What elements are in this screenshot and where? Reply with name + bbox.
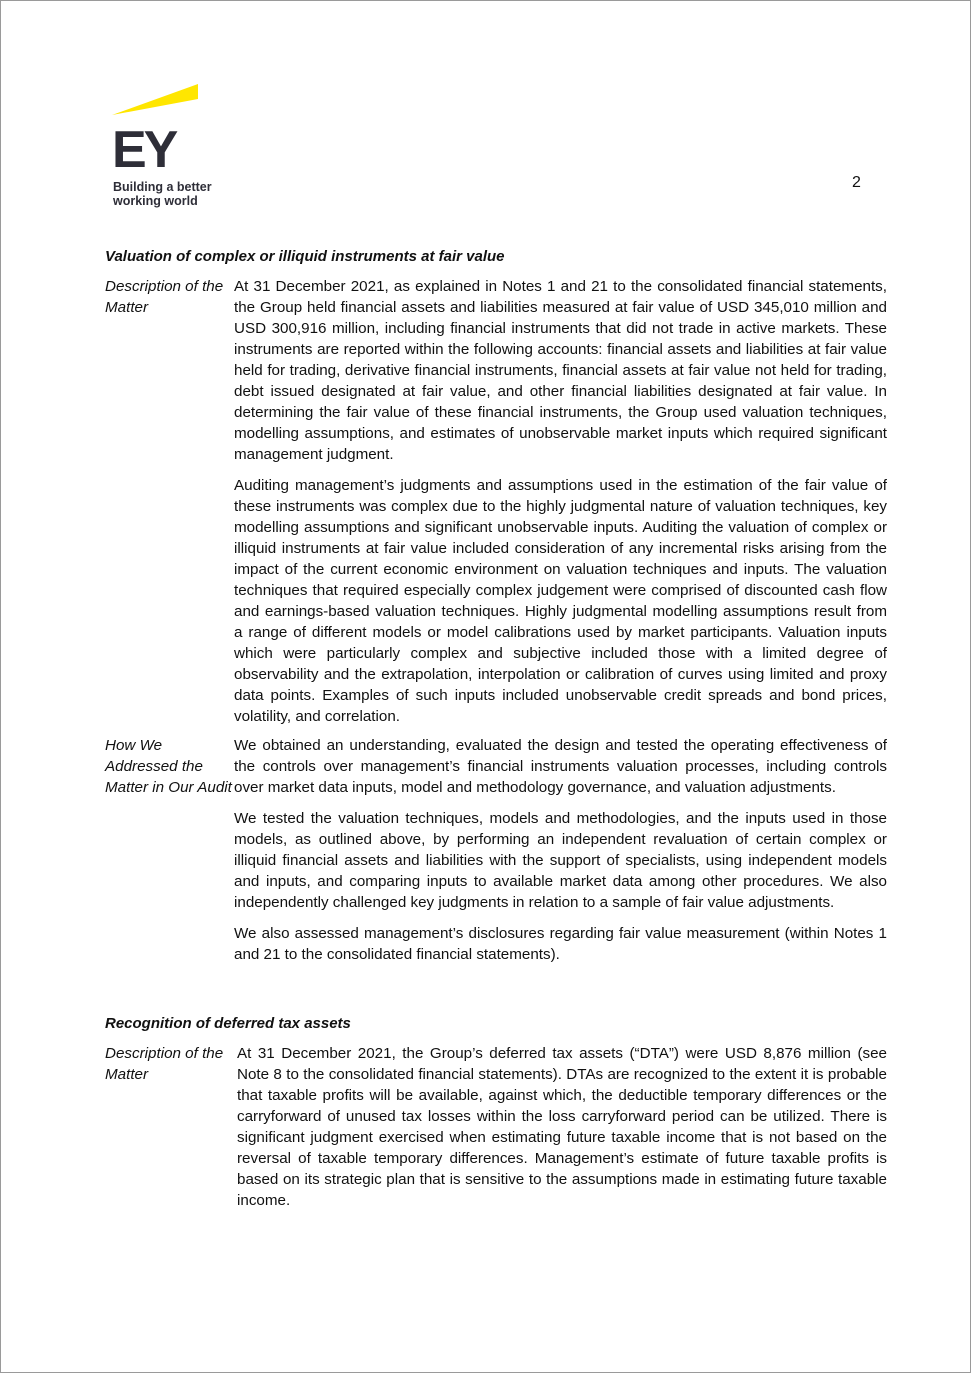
paragraph: We also assessed management’s disclosures regarding fair value measurement (within Notes 1 and 21 to the consolidated financial statements). bbox=[234, 925, 887, 963]
ey-logo-yellow-beam-icon bbox=[112, 84, 202, 118]
ey-logo bbox=[112, 84, 232, 214]
paragraph: We obtained an understanding, evaluated the design and tested the operating effectiveness of the controls over management’s financial instruments valuation processes, including controls over market data inputs, model and methodology governance, and valuation adjustments. bbox=[234, 737, 887, 796]
paragraph: At 31 December 2021, as explained in Notes 1 and 21 to the consolidated financial statements, the Group held financial assets and liabilities measured at fair value of USD 345,010 million and USD 300,916 million, including financial instruments that did not trade in active markets. These instruments are reported within the following accounts: financial assets and liabilities at fair value held for trading, derivative financial instruments, financial assets at fair value not held for trading, debt issued designated at fair value, and other financial liabilities designated at fair value. In determining the fair value of these financial instruments, the Group used valuation techniques, modelling assumptions, and estimates of unobservable market inputs which required significant management judgment. bbox=[234, 278, 887, 463]
paragraph: We tested the valuation techniques, models and methodologies, and the inputs used in those models, as outlined above, by performing an independent revaluation of certain complex or illiquid financial assets and liabilities with the support of specialists, using independent models and inputs, and comparing inputs to available market data among other procedures. We also independently challenged key judgments in relation to a sample of fair value adjustments. bbox=[234, 810, 887, 911]
row-label: Description of the Matter bbox=[105, 278, 224, 316]
section-title: Recognition of deferred tax assets bbox=[105, 1015, 351, 1032]
paragraph: At 31 December 2021, the Group’s deferred tax assets (“DTA”) were USD 8,876 million (see Note 8 to the consolidated financial statements). DTAs are recognized to the extent it is probable that taxable profits will be available, against which, the deductible temporary differences or the carryforward of unused tax losses within the loss carryforward period can be utilized. There is significant judgment exercised when estimating future taxable income that is not based on the reversal of taxable temporary differences. Management’s estimate of future taxable profits is based on its strategic plan that is sensitive to the assumptions made in estimating future taxable income. bbox=[237, 1045, 887, 1209]
ey-logo-tagline-line1: Building a better bbox=[113, 180, 212, 194]
row-label: Description of the Matter bbox=[105, 1045, 224, 1083]
ey-logo-wordmark: EY bbox=[112, 121, 176, 179]
section-valuation-fair-value bbox=[105, 248, 887, 965]
section-deferred-tax-assets bbox=[105, 1015, 887, 1211]
row-label: How We Addressed the Matter in Our Audit bbox=[105, 737, 232, 796]
ey-logo-tagline bbox=[113, 180, 212, 208]
matter-row bbox=[105, 735, 887, 965]
page-number: 2 bbox=[852, 174, 861, 191]
row-body bbox=[237, 1043, 887, 1211]
matter-row bbox=[105, 276, 887, 727]
row-body bbox=[234, 276, 887, 727]
paragraph: Auditing management’s judgments and assumptions used in the estimation of the fair value of these instruments was complex due to the highly judgmental nature of valuation techniques, key modelling assumptions and significant unobservable inputs. Auditing the valuation of complex or illiquid instruments at fair value included consideration of any incremental risks arising from the impact of the current economic environment on valuation techniques and inputs. The valuation techniques that required especially complex judgement were comprised of discounted cash flow and earnings-based valuation techniques. Highly judgmental modelling assumptions result from a range of different models or model calibrations used by market participants. Valuation inputs which were particularly complex and subjective included those with a limited degree of observability and the extrapolation, interpolation or calibration of curves using limited and proxy data points. Examples of such inputs included unobservable credit spreads and bond prices, volatility, and correlation. bbox=[234, 477, 887, 725]
ey-logo-tagline-line2: working world bbox=[113, 194, 198, 208]
row-body bbox=[234, 735, 887, 965]
section-title: Valuation of complex or illiquid instruments at fair value bbox=[105, 248, 505, 265]
matter-row bbox=[105, 1043, 887, 1211]
